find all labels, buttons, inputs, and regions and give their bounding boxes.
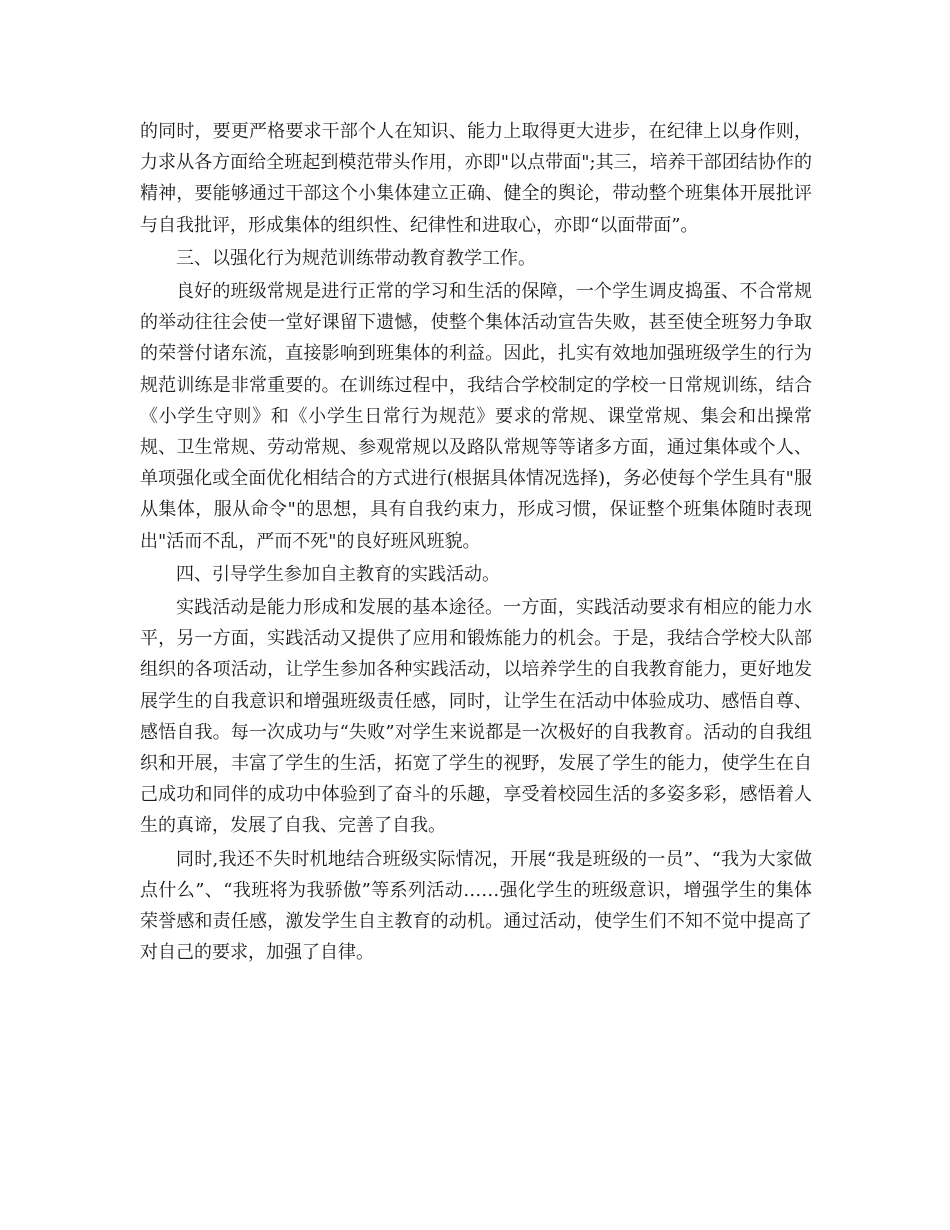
section-heading-three: 三、以强化行为规范训练带动教育教学工作。 (176, 247, 536, 269)
paragraph-behavior-norms: 良好的班级常规是进行正常的学习和生活的保障，一个学生调皮捣蛋、不合常规的举动往往会使一堂好课留下遗憾，使整个集体活动宣告失败，甚至使全班努力争取的荣誉付诸东流，直接影响到班集体的利益。因此，扎实有效地加强班级学生的行为规范训练是非常重要的。在训练过程中，我结合学校制定的学校一日常规训练，结合《小学生守则》和《小学生日常行为规范》要求的常规、课堂常规、集会和出操常规、卫生常规、劳动常规、参观常规以及路队常规等等诸多方面，通过集体或个人、单项强化或全面优化相结合的方式进行(根据具体情况选择)，务必使每个学生具有"服从集体，服从命令"的思想，具有自我约束力，形成习惯，保证整个班集体随时表现出"活而不乱，严而不死"的良好班风班貌。 (140, 281, 812, 552)
paragraph-continuation: 的同时，要更严格要求干部个人在知识、能力上取得更大进步，在纪律上以身作则，力求从各方面给全班起到模范带头作用，亦即"以点带面";其三，培养干部团结协作的精神，要能够通过干部这个小集体建立正确、健全的舆论，带动整个班集体开展批评与自我批评，形成集体的组织性、纪律性和进取心，亦即“以面带面”。 (140, 121, 812, 236)
paragraph-practice-activities: 实践活动是能力形成和发展的基本途径。一方面，实践活动要求有相应的能力水平，另一方面，实践活动又提供了应用和锻炼能力的机会。于是，我结合学校大队部组织的各项活动，让学生参加各种实践活动，以培养学生的自我教育能力，更好地发展学生的自我意识和增强班级责任感，同时，让学生在活动中体验成功、感悟自尊、感悟自我。每一次成功与“失败”对学生来说都是一次极好的自我教育。活动的自我组织和开展，丰富了学生的生活，拓宽了学生的视野，发展了学生的能力，使学生在自己成功和同伴的成功中体验到了奋斗的乐趣，享受着校园生活的多姿多彩，感悟着人生的真谛，发展了自我、完善了自我。 (140, 597, 812, 837)
section-heading-four: 四、引导学生参加自主教育的实践活动。 (176, 563, 500, 585)
document-page (140, 116, 812, 970)
paragraph-class-activities: 同时,我还不失时机地结合班级实际情况，开展“我是班级的一员”、“我为大家做点什么”、“我班将为我骄傲”等系列活动……强化学生的班级意识，增强学生的集体荣誉感和责任感，激发学生自主教育的动机。通过活动，使学生们不知不觉中提高了对自己的要求，加强了自律。 (140, 848, 812, 964)
